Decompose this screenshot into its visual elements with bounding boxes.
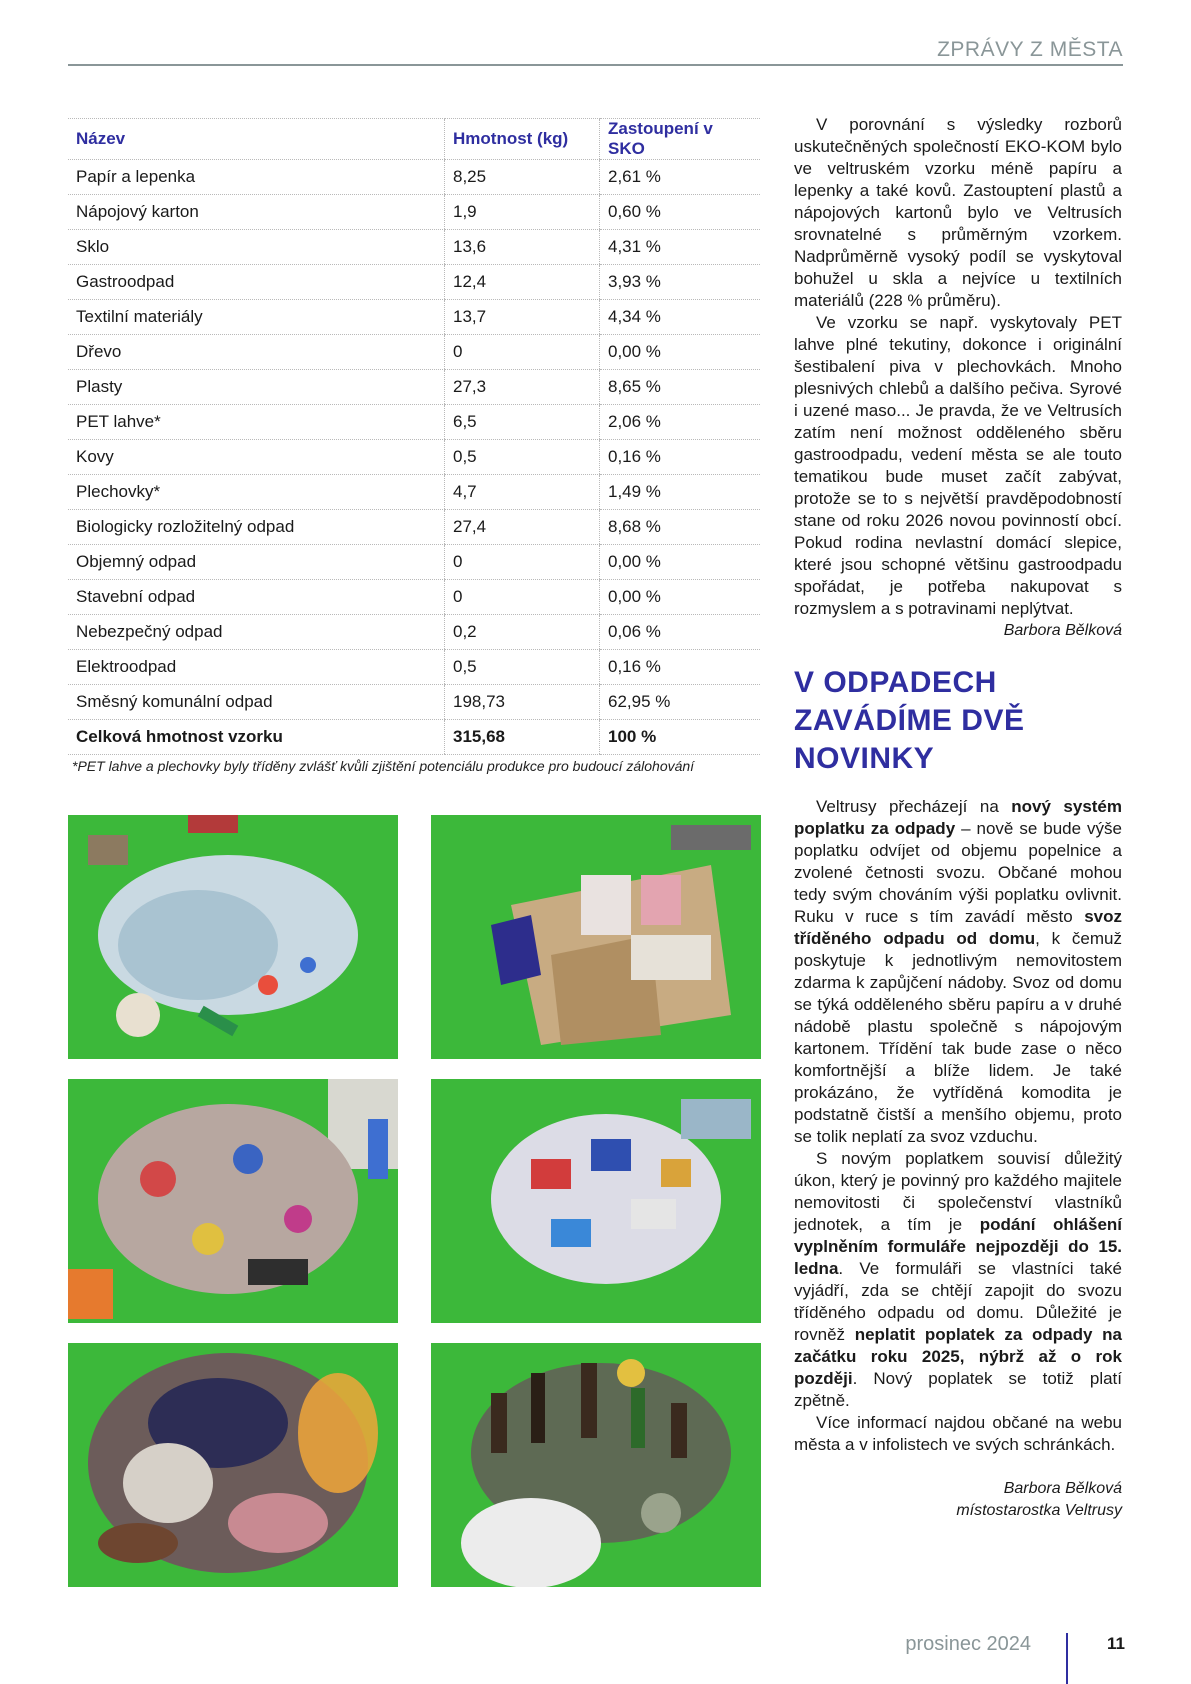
cell-weight: 13,6 <box>445 230 600 265</box>
cell-share: 8,68 % <box>600 510 761 545</box>
cell-name: Papír a lepenka <box>68 160 445 195</box>
article-paragraph: Ve vzorku se např. vyskytovaly PET lahve plné tekutiny, dokonce i originální šestibalení piva v plechovkách. Mnoho plesnivých chlebů a dalšího pečiva. Syrové i uzené maso... Je pravda, že ve Veltrusích zatím není možnost odděleného sběru gastroodpadu, vedení města se ale touto tematikou bude muset začít zabývat, protože se to s největší pravděpodobností stane od roku 2026 novou povinností obcí. Pokud rodina nevlastní domácí slepice, které jsou schopné většinu gastroodpadu spořádat, je potřeba nakupovat s rozmyslem a s potravinami neplýtvat. <box>794 313 1122 618</box>
table-row <box>68 685 760 720</box>
cell-share: 0,16 % <box>600 440 761 475</box>
photo-paper-cardboard <box>431 815 761 1059</box>
headline-line: NOVINKY <box>794 742 935 775</box>
table-row <box>68 405 760 440</box>
table-row <box>68 335 760 370</box>
photo-glass-bottles <box>431 1343 761 1587</box>
total-name: Celková hmotnost vzorku <box>68 720 445 755</box>
cell-name: Dřevo <box>68 335 445 370</box>
cell-weight: 8,25 <box>445 160 600 195</box>
cell-name: Gastroodpad <box>68 265 445 300</box>
footer-divider <box>1066 1633 1068 1684</box>
cell-name: Objemný odpad <box>68 545 445 580</box>
cell-name: Textilní materiály <box>68 300 445 335</box>
photo-cans-metal <box>68 1079 398 1323</box>
table-row <box>68 160 760 195</box>
section-title: ZPRÁVY Z MĚSTA <box>937 38 1123 61</box>
table-row <box>68 580 760 615</box>
column-header-weight: Hmotnost (kg) <box>445 119 600 160</box>
cell-share: 0,00 % <box>600 335 761 370</box>
cell-share: 0,60 % <box>600 195 761 230</box>
cell-share: 0,06 % <box>600 615 761 650</box>
cell-share: 0,16 % <box>600 650 761 685</box>
cell-share: 8,65 % <box>600 370 761 405</box>
author-role: místostarostka Veltrusy <box>956 1502 1122 1519</box>
table-row <box>68 650 760 685</box>
table-row <box>68 510 760 545</box>
cell-name: Nebezpečný odpad <box>68 615 445 650</box>
cell-name: Směsný komunální odpad <box>68 685 445 720</box>
cell-name: Stavební odpad <box>68 580 445 615</box>
table-row <box>68 300 760 335</box>
article-paragraph: Více informací najdou občané na webu města a v infolistech ve svých schránkách. <box>794 1413 1122 1454</box>
cell-weight: 27,4 <box>445 510 600 545</box>
cell-share: 2,61 % <box>600 160 761 195</box>
cell-share: 4,31 % <box>600 230 761 265</box>
photo-plastic-bottles <box>68 815 398 1059</box>
cell-share: 2,06 % <box>600 405 761 440</box>
table-footnote: *PET lahve a plechovky byly tříděny zvlášť kvůli zjištění potenciálu produkce pro budoucí zálohování <box>72 758 695 774</box>
headline-line: ZAVÁDÍME DVĚ <box>794 704 1025 737</box>
headline-line: V ODPADECH <box>794 666 997 699</box>
table-row <box>68 440 760 475</box>
article-body <box>794 796 1122 1522</box>
cell-weight: 27,3 <box>445 370 600 405</box>
cell-share: 62,95 % <box>600 685 761 720</box>
column-header-name: Název <box>68 119 445 160</box>
photo-beverage-cartons <box>431 1079 761 1323</box>
cell-weight: 0 <box>445 335 600 370</box>
cell-weight: 0,5 <box>445 440 600 475</box>
cell-name: Plechovky* <box>68 475 445 510</box>
cell-weight: 0,2 <box>445 615 600 650</box>
table-row <box>68 475 760 510</box>
cell-name: Sklo <box>68 230 445 265</box>
cell-weight: 0 <box>445 545 600 580</box>
article-headline <box>794 664 1124 778</box>
table-row <box>68 545 760 580</box>
article-paragraph: Veltrusy přecházejí na nový systém poplatku za odpady – nově se bude výše poplatku odvíjet od objemu popelnice a zvolené četnosti svozu. Občané mohou tedy svým chováním výši poplatku ovlivnit. Ruku v ruce s tím zavádí město svoz tříděného odpadu od domu, k čemuž poskytuje k jednotlivým nemovitostem zdarma k zapůjčení nádoby. Svoz od domu se týká odděleného sběru papíru a v druhé nádobě plastu společně s nápojovým kartonem. Třídění tak bude zase o něco komfortnější a blíže lidem. Je také prokázáno, že vytříděná komodita je podstatně čistší a menšího objemu, proto se tolik neplatí za svoz vzduchu. <box>794 797 1122 1146</box>
article-paragraph: S novým poplatkem souvisí důležitý úkon, který je povinný pro každého majitele nemovitosti či společenství vlastníků jednotek, a tím je podání ohlášení vyplněním formuláře nejpozději do 15. ledna. Ve formuláři se vlastníci také vyjádří, zda se chtějí zapojit do svozu tříděného odpadu od domu. Důležité je rovněž neplatit poplatek za odpady na začátku roku 2025, nýbrž až o rok později. Nový poplatek se totiž platí zpětně. <box>794 1149 1123 1410</box>
table-row <box>68 230 760 265</box>
cell-weight: 12,4 <box>445 265 600 300</box>
cell-share: 1,49 % <box>600 475 761 510</box>
article-paragraph: V porovnání s výsledky rozborů uskutečněných společností EKO-KOM bylo ve veltruském vzorku méně papíru a lepenky a také kovů. Zastouptení plastů a nápojových kartonů bylo ve Veltrusích srovnatelné s průměrným vzorkem. Nadprůměrně vysoký podíl se vyskytoval bohužel u skla a nejvíce u textilních materiálů (228 % průměru). <box>794 115 1122 310</box>
header-rule <box>68 64 1123 66</box>
article-continuation <box>794 114 1122 642</box>
cell-weight: 13,7 <box>445 300 600 335</box>
cell-weight: 0,5 <box>445 650 600 685</box>
cell-name: Kovy <box>68 440 445 475</box>
cell-name: Nápojový karton <box>68 195 445 230</box>
table-header <box>68 119 760 160</box>
cell-share: 3,93 % <box>600 265 761 300</box>
cell-weight: 1,9 <box>445 195 600 230</box>
column-header-share: Zastoupení v SKO <box>600 119 761 160</box>
total-share: 100 % <box>600 720 761 755</box>
cell-name: PET lahve* <box>68 405 445 440</box>
cell-share: 0,00 % <box>600 580 761 615</box>
cell-name: Plasty <box>68 370 445 405</box>
author-signature: Barbora Bělková <box>1003 622 1122 639</box>
cell-weight: 6,5 <box>445 405 600 440</box>
photo-textiles <box>68 1343 398 1587</box>
table-row <box>68 615 760 650</box>
table-row <box>68 370 760 405</box>
issue-date: prosinec 2024 <box>905 1633 1031 1655</box>
total-weight: 315,68 <box>445 720 600 755</box>
cell-weight: 0 <box>445 580 600 615</box>
page-number: 11 <box>1107 1634 1125 1653</box>
table-total-row <box>68 720 760 755</box>
cell-name: Elektroodpad <box>68 650 445 685</box>
cell-weight: 198,73 <box>445 685 600 720</box>
table-row <box>68 265 760 300</box>
cell-share: 0,00 % <box>600 545 761 580</box>
table-row <box>68 195 760 230</box>
waste-table <box>68 118 760 755</box>
cell-name: Biologicky rozložitelný odpad <box>68 510 445 545</box>
cell-share: 4,34 % <box>600 300 761 335</box>
author-signature: Barbora Bělková <box>1003 1480 1122 1497</box>
cell-weight: 4,7 <box>445 475 600 510</box>
